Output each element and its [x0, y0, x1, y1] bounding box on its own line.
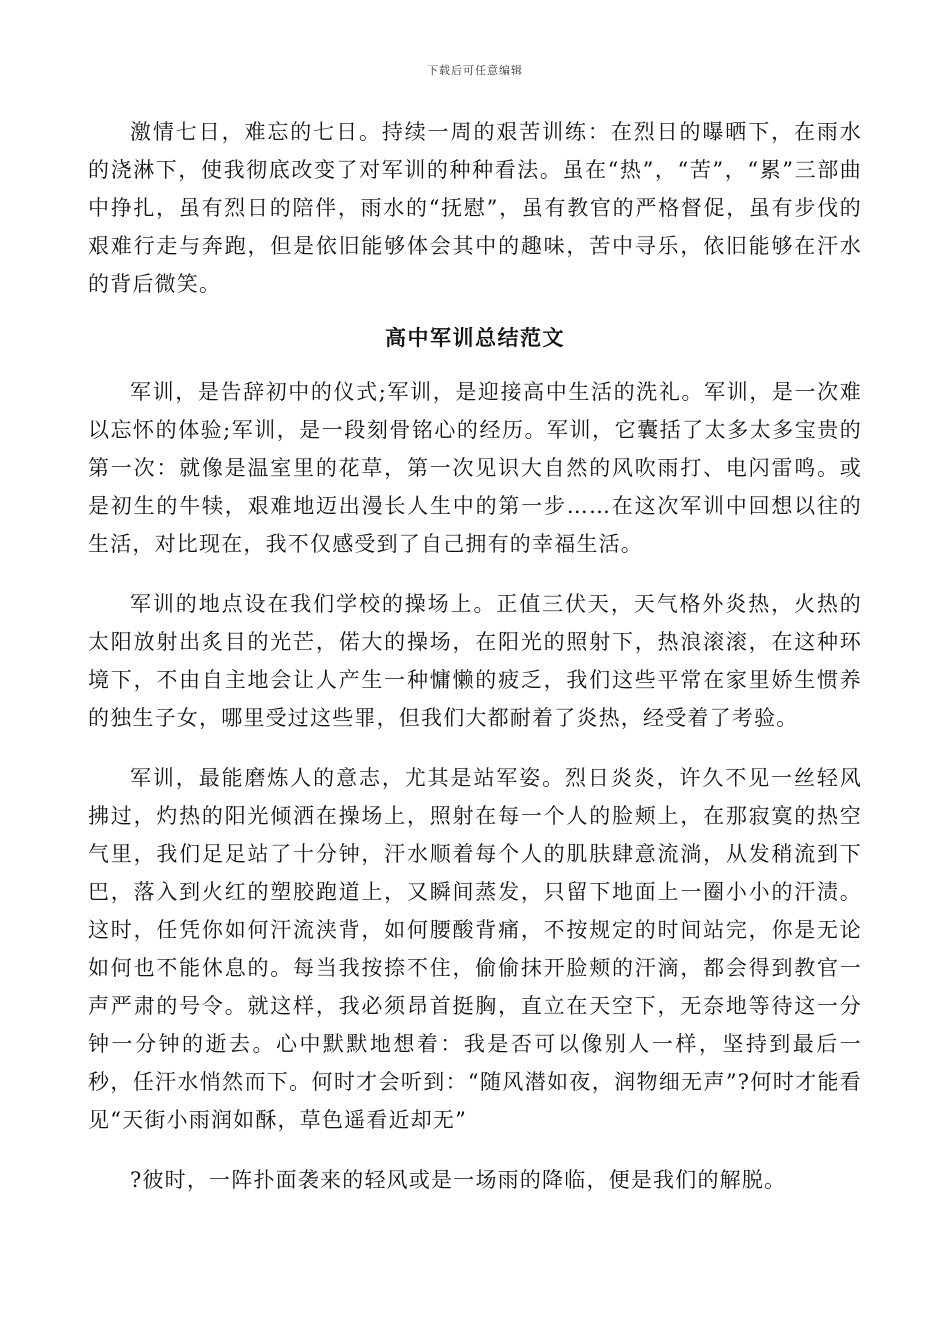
spacer	[88, 303, 862, 319]
document-title: 高中军训总结范文	[385, 325, 565, 350]
paragraph-2: 军训的地点设在我们学校的操场上。正值三伏天，天气格外炎热，火热的太阳放射出炙目的光芒，偌大的操场，在阳光的照射下，热浪滚滚，在这种环境下，不由自主地会让人产生一种慵懒的疲乏，我们这些平常在家里娇生惯养的独生子女，哪里受过这些罪，但我们大都耐着了炎热，经受着了考验。	[88, 592, 862, 730]
spacer	[88, 737, 862, 759]
paragraph-3: 军训，最能磨炼人的意志，尤其是站军姿。烈日炎炎，许久不见一丝轻风拂过，灼热的阳光倾洒在操场上，照射在每一个人的脸颊上，在那寂寞的热空气里，我们足足站了十分钟，汗水顺着每个人的肌肤肆意流淌，从发稍流到下巴，落入到火红的塑胶跑道上，又瞬间蒸发，只留下地面上一圈小小的汗渍。这时，任凭你如何汗流浃背，如何腰酸背痛，不按规定的时间站完，你是无论如何也不能休息的。每当我按捺不住，偷偷抹开脸颊的汗滴，都会得到教官一声严肃的号令。就这样，我必须昂首挺胸，直立在天空下，无奈地等待这一分钟一分钟的逝去。心中默默地想着：我是否可以像别人一样，坚持到最后一秒，任汗水悄然而下。何时才会听到：“随风潜如夜，润物细无声”?何时才能看见“天街小雨润如酥，草色遥看近却无”	[88, 766, 862, 1132]
spacer	[88, 563, 862, 585]
paragraph-4: ?彼时，一阵扑面袭来的轻风或是一场雨的降临，便是我们的解脱。	[130, 1168, 787, 1192]
spacer	[88, 1139, 862, 1161]
spacer	[88, 357, 862, 373]
page-header-note: 下载后可任意编辑	[427, 64, 523, 77]
document-body	[88, 113, 862, 1199]
intro-paragraph: 激情七日，难忘的七日。持续一周的艰苦训练：在烈日的曝晒下，在雨水的浇淋下，使我彻底改变了对军训的种种看法。虽在“热”，“苦”，“累”三部曲中挣扎，虽有烈日的陪伴，雨水的“抚慰”，虽有教官的严格督促，虽有步伐的艰难行走与奔跑，但是依旧能够体会其中的趣味，苦中寻乐，依旧能够在汗水的背后微笑。	[88, 120, 862, 296]
paragraph-1: 军训，是告辞初中的仪式;军训，是迎接高中生活的洗礼。军训，是一次难以忘怀的体验;军训，是一段刻骨铭心的经历。军训，它囊括了太多太多宝贵的第一次：就像是温室里的花草，第一次见识大自然的风吹雨打、电闪雷鸣。或是初生的牛犊，艰难地迈出漫长人生中的第一步……在这次军训中回想以往的生活，对比现在，我不仅感受到了自己拥有的幸福生活。	[88, 380, 862, 556]
